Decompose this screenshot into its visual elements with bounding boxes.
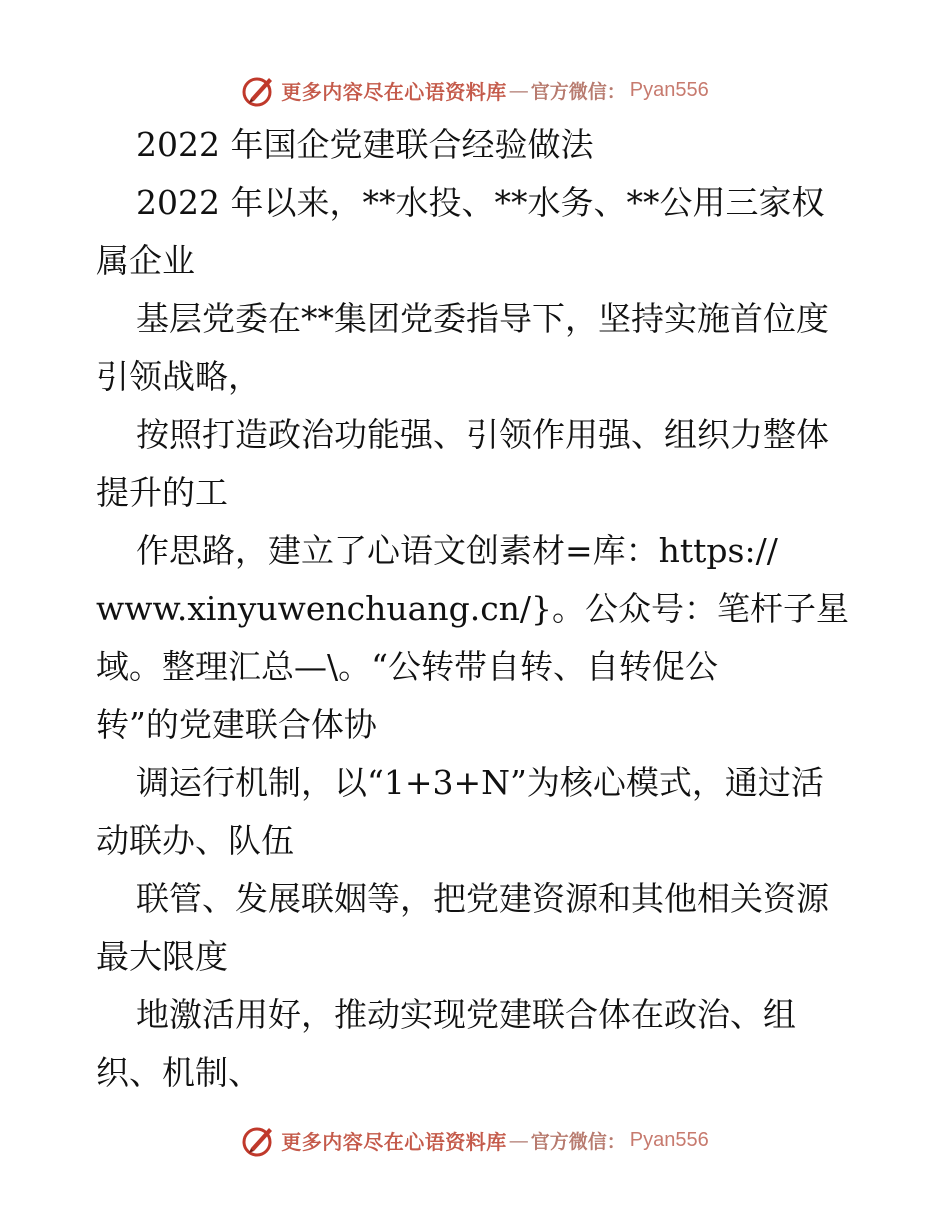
watermark-banner-top [0,70,950,110]
watermark-banner-bottom [0,1120,950,1160]
watermark-sub-text: 官方微信： [530,80,626,103]
document-line: 提升的工 [96,473,228,512]
document-line: www.xinyuwenchuang.cn/}。公众号：笔杆子星 [96,589,850,628]
document-line: 地激活用好，推动实现党建联合体在政治、组 [136,995,796,1034]
document-line: 域。整理汇总—\。“公转带自转、自转促公 [96,647,718,686]
watermark-id: Pyan556 [629,1128,709,1151]
document-line: 最大限度 [96,937,228,976]
document-line: 联管、发展联姻等，把党建资源和其他相关资源 [136,879,829,918]
document-body [96,116,866,1102]
document-line: 引领战略， [96,357,261,396]
pen-logo-icon [241,72,277,108]
document-line: 调运行机制，以“1+3+N”为核心模式，通过活 [136,763,824,802]
document-line: 作思路，建立了心语文创素材=库：https:// [136,531,778,570]
watermark-id: Pyan556 [629,78,709,101]
watermark-main-text: 更多内容尽在心语资料库 [281,79,507,104]
document-line: 动联办、队伍 [96,821,294,860]
pen-logo-icon [241,1122,277,1158]
document-line: 属企业 [96,241,195,280]
document-line: 转”的党建联合体协 [96,705,377,744]
document-line: 2022 年以来，**水投、**水务、**公用三家权 [136,183,825,222]
document-line: 织、机制、 [96,1053,261,1092]
document-line: 按照打造政治功能强、引领作用强、组织力整体 [136,415,829,454]
document-line: 基层党委在**集团党委指导下，坚持实施首位度 [136,299,829,338]
watermark-sub-text: 官方微信： [530,1130,626,1153]
document-line: 2022 年国企党建联合经验做法 [136,125,594,164]
watermark-dash: — [508,1128,529,1152]
watermark-main-text: 更多内容尽在心语资料库 [281,1129,507,1154]
watermark-dash: — [508,78,529,102]
